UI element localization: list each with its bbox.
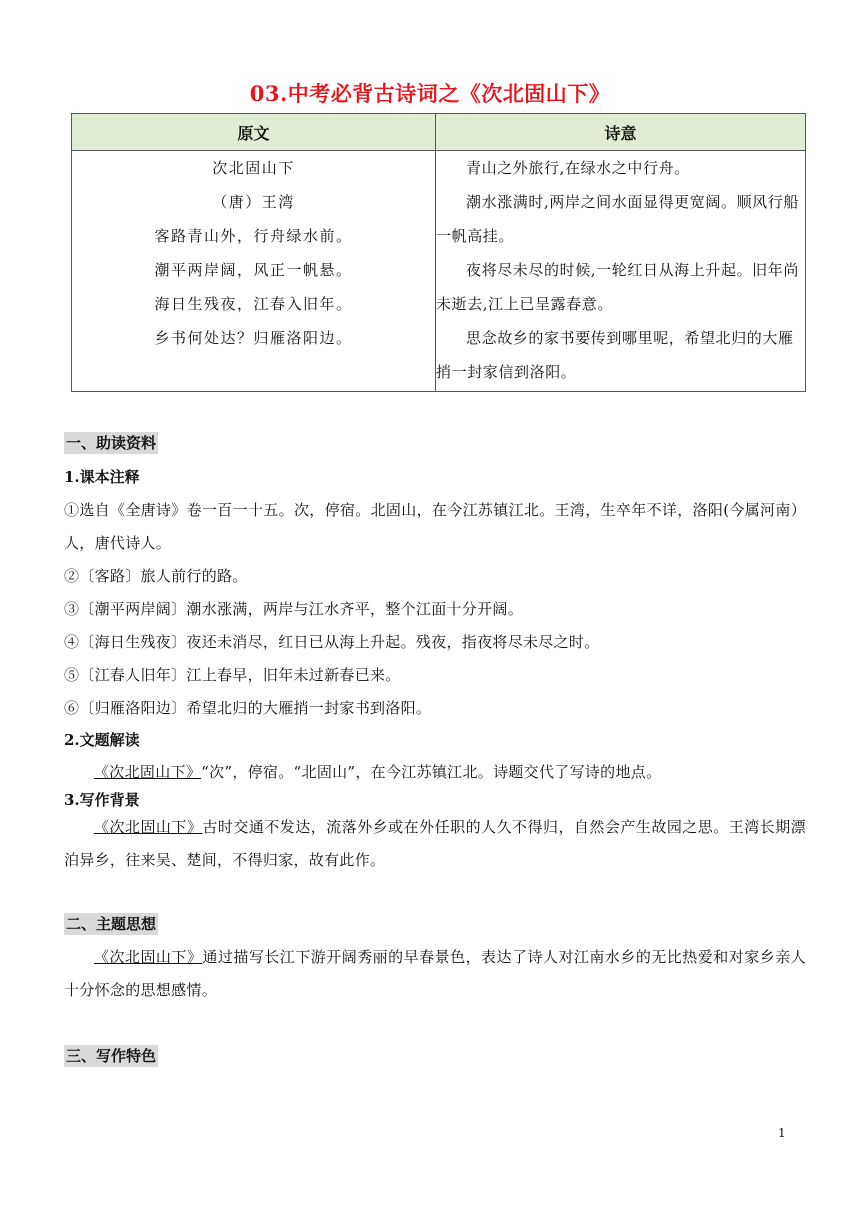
section-heading-writing-features: 三、写作特色 bbox=[66, 1047, 157, 1065]
section-heading-reading-aids: 一、助读资料 bbox=[66, 434, 157, 452]
subheading-title-interpretation: 2.文题解读 bbox=[64, 731, 140, 749]
note-item: ⑥〔归雁洛阳边〕希望北归的大雁捎一封家书到洛阳。 bbox=[64, 699, 432, 717]
poem-author: （唐）王湾 bbox=[212, 193, 295, 211]
poem-title-ref: 《次北固山下》 bbox=[94, 948, 203, 966]
meaning-text-cell bbox=[436, 151, 806, 392]
poem-line: 潮平两岸阔，风正一帆悬。 bbox=[154, 261, 353, 279]
table-body-row bbox=[72, 151, 806, 392]
subheading-writing-background: 3.写作背景 bbox=[64, 791, 140, 809]
document-body bbox=[64, 432, 806, 1071]
meaning-paragraph: 思念故乡的家书要传到哪里呢，希望北归的大雁捎一封家信到洛阳。 bbox=[436, 329, 794, 381]
table-header-row bbox=[72, 114, 806, 151]
note-item: ④〔海日生残夜〕夜还未消尽，红日已从海上升起。残夜，指夜将尽未尽之时。 bbox=[64, 633, 600, 651]
note-item: ①选自《全唐诗》卷一百一十五。次，停宿。北固山，在今江苏镇江北。王湾，生卒年不详，洛阳(今属河南）人，唐代诗人。 bbox=[64, 501, 806, 552]
poem-line: 客路青山外，行舟绿水前。 bbox=[154, 227, 353, 245]
original-text-cell bbox=[72, 151, 436, 392]
title-interpretation-text: “次”，停宿。“北固山”，在今江苏镇江北。诗题交代了写诗的地点。 bbox=[201, 763, 662, 781]
theme-paragraph bbox=[64, 941, 806, 1007]
poem-line: 海日生残夜，江春入旧年。 bbox=[154, 295, 353, 313]
writing-background-text: 古时交通不发达，流落外乡或在外任职的人久不得归，自然会产生故园之思。王湾长期漂泊异乡，往来吴、楚间，不得归家，故有此作。 bbox=[64, 818, 806, 869]
writing-background-paragraph bbox=[64, 811, 806, 877]
header-original: 原文 bbox=[72, 114, 436, 151]
meaning-paragraph: 夜将尽未尽的时候,一轮红日从海上升起。旧年尚未逝去,江上已呈露春意。 bbox=[436, 261, 799, 313]
poem-title: 次北固山下 bbox=[212, 159, 295, 177]
meaning-paragraph: 青山之外旅行,在绿水之中行舟。 bbox=[466, 159, 690, 177]
page-number: 1 bbox=[778, 1126, 786, 1140]
poem-title-ref: 《次北固山下》 bbox=[94, 818, 203, 836]
poem-line: 乡书何处达？归雁洛阳边。 bbox=[154, 329, 353, 347]
theme-text: 通过描写长江下游开阔秀丽的早春景色，表达了诗人对江南水乡的无比热爱和对家乡亲人十分怀念的思想感情。 bbox=[64, 948, 806, 999]
note-item: ③〔潮平两岸阔〕潮水涨满，两岸与江水齐平，整个江面十分开阔。 bbox=[64, 600, 524, 618]
title-interpretation-paragraph bbox=[64, 756, 806, 789]
page-title: 03.中考必背古诗词之《次北固山下》 bbox=[249, 81, 611, 106]
note-item: ②〔客路〕旅人前行的路。 bbox=[64, 567, 248, 585]
header-meaning: 诗意 bbox=[436, 114, 806, 151]
subheading-textbook-notes: 1.课本注释 bbox=[64, 468, 140, 486]
poem-title-ref: 《次北固山下》 bbox=[94, 763, 202, 781]
note-item: ⑤〔江春人旧年〕江上春早，旧年未过新春已来。 bbox=[64, 666, 401, 684]
meaning-paragraph: 潮水涨满时,两岸之间水面显得更宽阔。顺风行船一帆高挂。 bbox=[436, 193, 799, 245]
section-heading-theme: 二、主题思想 bbox=[66, 915, 157, 933]
poem-table bbox=[71, 113, 806, 392]
